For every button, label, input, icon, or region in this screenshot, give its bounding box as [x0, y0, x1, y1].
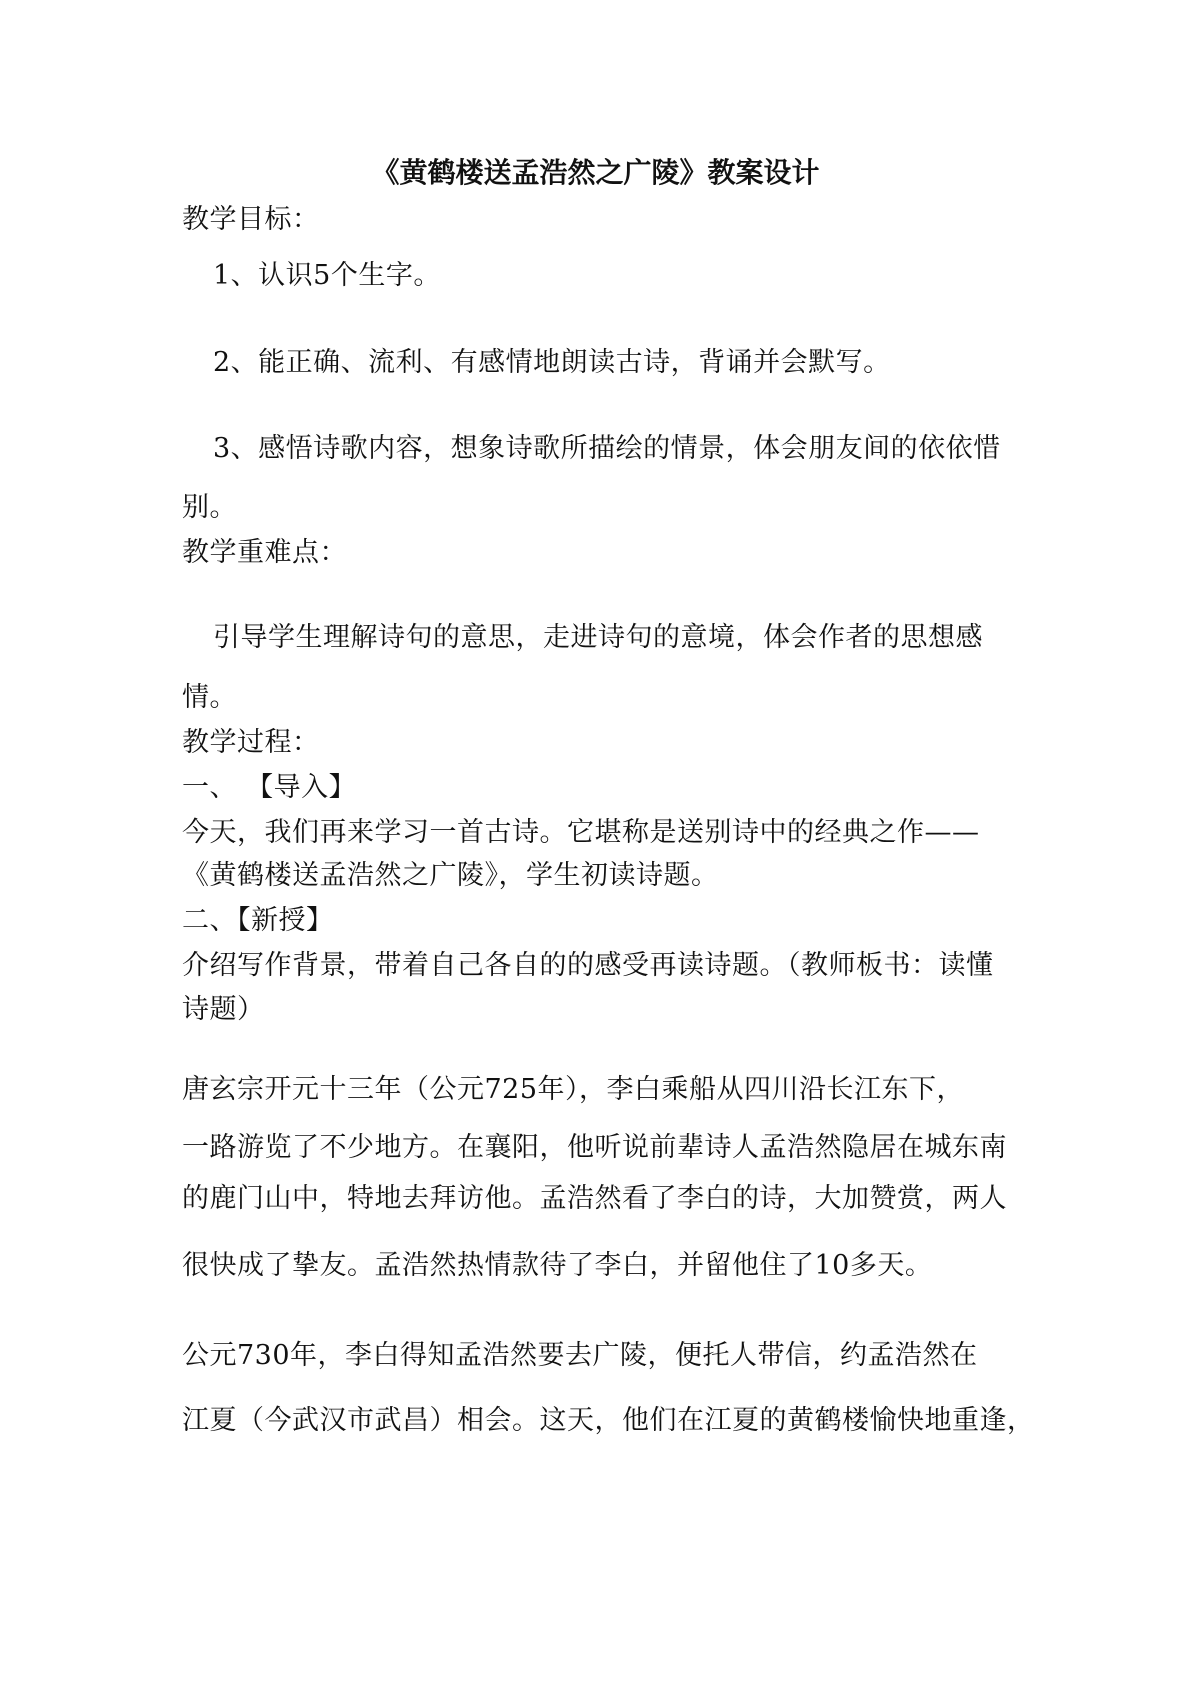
history-paragraph-line-4: 很快成了挚友。孟浩然热情款待了李白，并留他住了10多天。	[182, 1250, 933, 1281]
history-paragraph-line-3: 的鹿门山中，特地去拜访他。孟浩然看了李白的诗，大加赞赏，两人	[182, 1183, 1007, 1214]
history-paragraph2-line-1: 公元730年，李白得知孟浩然要去广陵，便托人带信，约孟浩然在	[182, 1340, 978, 1371]
history-paragraph-line-1: 唐玄宗开元十三年（公元725年），李白乘船从四川沿长江东下，	[182, 1074, 965, 1105]
section-heading-intro: 一、 【导入】	[182, 772, 357, 803]
goal-item-2: 2、能正确、流利、有感情地朗读古诗，背诵并会默写。	[213, 347, 891, 378]
heading-teaching-process: 教学过程：	[182, 727, 320, 758]
section-heading-new-lesson: 二、【新授】	[182, 905, 334, 936]
intro-paragraph-line-1: 今天，我们再来学习一首古诗。它堪称是送别诗中的经典之作——	[182, 817, 980, 848]
history-paragraph2-line-2: 江夏（今武汉市武昌）相会。这天，他们在江夏的黄鹤楼愉快地重逢，	[182, 1405, 1035, 1436]
document-title: 《黄鹤楼送孟浩然之广陵》教案设计	[371, 156, 820, 189]
background-paragraph-line-1: 介绍写作背景，带着自己各自的的感受再读诗题。（教师板书：读懂	[182, 950, 994, 981]
key-points-text-continued: 情。	[182, 682, 237, 713]
goal-item-3-continued: 别。	[182, 492, 237, 523]
intro-paragraph-line-2: 《黄鹤楼送孟浩然之广陵》，学生初读诗题。	[182, 860, 719, 891]
background-paragraph-line-2: 诗题）	[182, 994, 265, 1025]
heading-teaching-goals: 教学目标：	[182, 204, 320, 235]
goal-item-1: 1、认识5个生字。	[213, 260, 441, 291]
key-points-text: 引导学生理解诗句的意思，走进诗句的意境，体会作者的思想感	[213, 622, 983, 653]
heading-key-points: 教学重难点：	[182, 537, 347, 568]
goal-item-3: 3、感悟诗歌内容，想象诗歌所描绘的情景，体会朋友间的依依惜	[213, 433, 1001, 464]
history-paragraph-line-2: 一路游览了不少地方。在襄阳，他听说前辈诗人孟浩然隐居在城东南	[182, 1132, 1007, 1163]
